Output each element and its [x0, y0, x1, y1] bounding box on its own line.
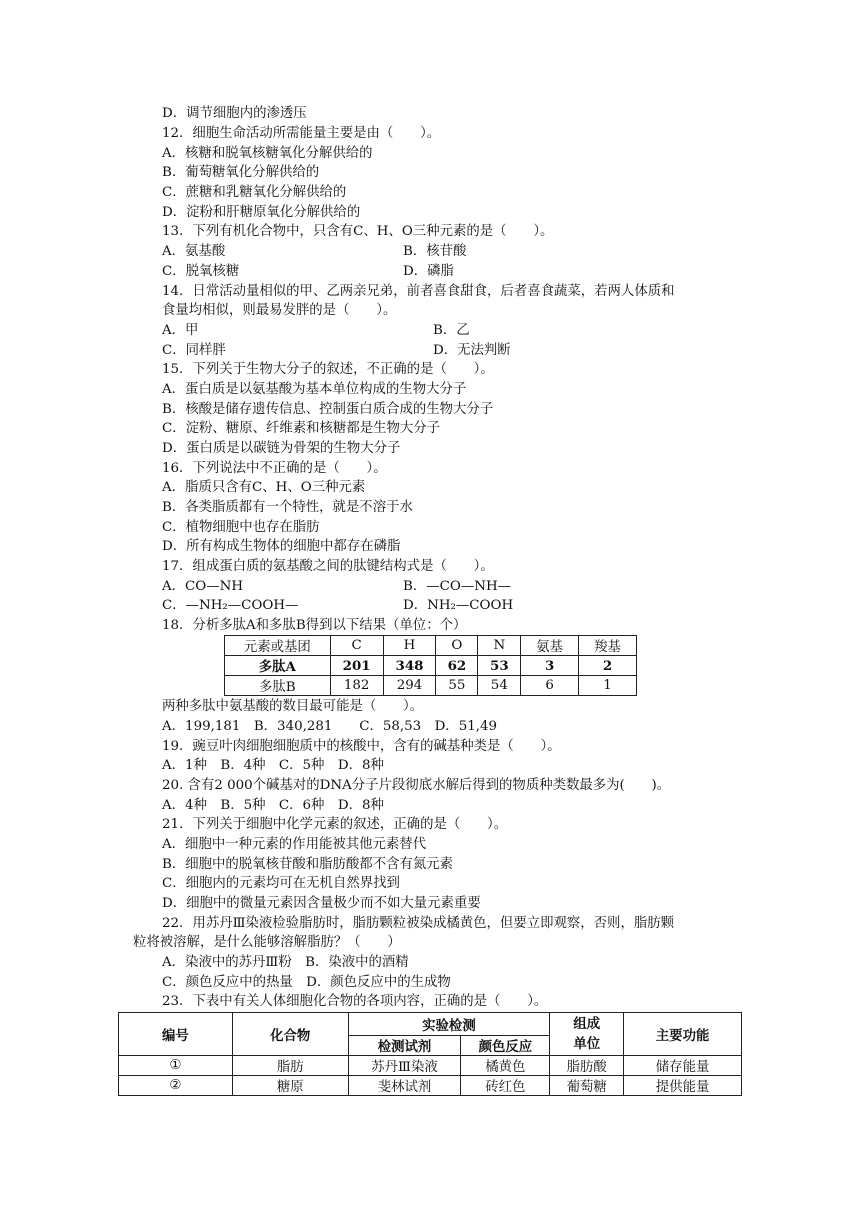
question-19: 19．豌豆叶肉细胞细胞质中的核酸中，含有的碱基种类是（ ）。	[162, 739, 561, 754]
table-row	[119, 1076, 742, 1096]
table-cell: 294	[383, 676, 436, 696]
option: C．植物细胞中也存在脂肪	[162, 520, 320, 535]
table-row	[119, 1056, 742, 1076]
option: A．甲	[162, 323, 199, 338]
table-cell: 橘黄色	[461, 1056, 550, 1076]
option: B．各类脂质都有一个特性，就是不溶于水	[162, 500, 413, 515]
question-15: 15．下列关于生物大分子的叙述，不正确的是（ ）。	[162, 362, 494, 377]
option: B．—CO—NH—	[403, 579, 512, 594]
option: C．淀粉、糖原、纤维素和核糖都是生物大分子	[162, 421, 441, 436]
question-21: 21．下列关于细胞中化学元素的叙述，正确的是（ ）。	[162, 817, 508, 832]
option: A．核糖和脱氧核糖氧化分解供给的	[162, 146, 373, 161]
line: D．调节细胞内的渗透压	[162, 106, 307, 121]
option: B．核苷酸	[403, 244, 467, 259]
question-14-cont: 食量均相似，则最易发胖的是（ ）。	[162, 303, 397, 318]
table-cell: 脂肪	[232, 1056, 348, 1076]
question-23: 23．下表中有关人体细胞化合物的各项内容，正确的是（ ）。	[162, 994, 548, 1009]
option: C．—NH₂—COOH—	[162, 598, 299, 613]
table-cell: 53	[478, 656, 521, 676]
option-row: A．199,181 B．340,281 C．58,53 D．51,49	[162, 719, 498, 734]
table-header-cell: N	[478, 636, 521, 656]
option-row: A．4种 B．5种 C．6种 D．8种	[162, 798, 384, 813]
table-header-cell: 元素或基团	[225, 636, 331, 656]
option-row: A．1种 B．4种 C．5种 D．8种	[162, 758, 384, 773]
table-cell: 3	[521, 656, 579, 676]
table-cell: 55	[436, 676, 478, 696]
option: D．淀粉和肝糖原氧化分解供给的	[162, 205, 361, 220]
option: D．所有构成生物体的细胞中都存在磷脂	[162, 539, 401, 554]
table-cell: 脂肪酸	[550, 1056, 624, 1076]
table-cell: ①	[119, 1056, 233, 1076]
table-23	[118, 1012, 742, 1096]
table-cell: 糖原	[232, 1076, 348, 1096]
table-cell: 6	[521, 676, 579, 696]
option: D．磷脂	[403, 264, 454, 279]
option: B．葡萄糖氧化分解供给的	[162, 165, 320, 180]
option: A．CO—NH	[162, 579, 244, 594]
table-header-row	[119, 1013, 742, 1036]
question-22: 22．用苏丹Ⅲ染液检验脂肪时，脂肪颗粒被染成橘黄色，但要立即观察，否则，脂肪颗	[162, 916, 675, 931]
table-cell: 多肽A	[225, 656, 331, 676]
option: A．脂质只含有C、H、O三种元素	[162, 480, 366, 495]
option: D．无法判断	[433, 343, 511, 358]
table-header-cell: 编号	[119, 1013, 233, 1056]
table-header-cell: H	[383, 636, 436, 656]
option: B．乙	[433, 323, 470, 338]
option-row: A．染液中的苏丹Ⅲ粉 B．染液中的酒精	[162, 955, 409, 970]
table-row	[225, 676, 637, 696]
table-cell: 1	[579, 676, 637, 696]
table-18	[224, 635, 637, 696]
table-cell: 葡萄糖	[550, 1076, 624, 1096]
table-header-cell: 组成 单位	[550, 1013, 624, 1056]
table-cell: 348	[383, 656, 436, 676]
table-header-cell: O	[436, 636, 478, 656]
table-cell: 62	[436, 656, 478, 676]
question-22-cont: 粒将被溶解，是什么能够溶解脂肪？（ ）	[133, 935, 401, 950]
table-header-cell: 检测试剂	[348, 1036, 461, 1056]
table-row	[225, 656, 637, 676]
option-row: C．颜色反应中的热量 D．颜色反应中的生成物	[162, 975, 451, 990]
question-12: 12．细胞生命活动所需能量主要是由（ ）。	[162, 126, 441, 141]
table-cell: 储存能量	[624, 1056, 742, 1076]
option: A．氨基酸	[162, 244, 226, 259]
table-header-cell: 氨基	[521, 636, 579, 656]
table-header-cell: C	[330, 636, 383, 656]
option: C．同样胖	[162, 343, 226, 358]
option: D．蛋白质是以碳链为骨架的生物大分子	[162, 441, 401, 456]
table-header-cell: 羧基	[579, 636, 637, 656]
option: C．细胞内的元素均可在无机自然界找到	[162, 876, 400, 891]
table-cell: ②	[119, 1076, 233, 1096]
question-13: 13．下列有机化合物中，只含有C、H、O三种元素的是（ ）。	[162, 224, 554, 239]
table-cell: 2	[579, 656, 637, 676]
option: B．核酸是储存遗传信息、控制蛋白质合成的生物大分子	[162, 402, 494, 417]
table-header-cell: 化合物	[232, 1013, 348, 1056]
table-header-row	[225, 636, 637, 656]
question-18-cont: 两种多肽中氨基酸的数目最可能是（ ）。	[162, 699, 424, 714]
table-cell: 54	[478, 676, 521, 696]
table-header-cell: 颜色反应	[461, 1036, 550, 1056]
option: B．细胞中的脱氧核苷酸和脂肪酸都不含有氮元素	[162, 857, 454, 872]
table-cell: 苏丹Ⅲ染液	[348, 1056, 461, 1076]
option: A．细胞中一种元素的作用能被其他元素替代	[162, 837, 427, 852]
table-header-cell: 实验检测	[348, 1013, 550, 1036]
table-cell: 182	[330, 676, 383, 696]
option: D．细胞中的微量元素因含量极少而不如大量元素重要	[162, 896, 481, 911]
option: C．脱氧核糖	[162, 264, 240, 279]
question-18: 18．分析多肽A和多肽B得到以下结果（单位：个）	[162, 618, 467, 633]
option: A．蛋白质是以氨基酸为基本单位构成的生物大分子	[162, 382, 467, 397]
question-16: 16．下列说法中不正确的是（ ）。	[162, 461, 387, 476]
table-cell: 提供能量	[624, 1076, 742, 1096]
question-14: 14．日常活动量相似的甲、乙两亲兄弟，前者喜食甜食，后者喜食蔬菜，若两人体质和	[162, 284, 675, 299]
question-17: 17．组成蛋白质的氨基酸之间的肽键结构式是（ ）。	[162, 559, 494, 574]
table-cell: 多肽B	[225, 676, 331, 696]
question-20: 20. 含有2 000个碱基对的DNA分子片段彻底水解后得到的物质种类数最多为( )。	[162, 778, 671, 793]
option: D．NH₂—COOH	[403, 598, 514, 613]
table-header-cell: 主要功能	[624, 1013, 742, 1056]
option: C．蔗糖和乳糖氧化分解供给的	[162, 185, 347, 200]
table-cell: 砖红色	[461, 1076, 550, 1096]
table-cell: 201	[330, 656, 383, 676]
table-cell: 斐林试剂	[348, 1076, 461, 1096]
